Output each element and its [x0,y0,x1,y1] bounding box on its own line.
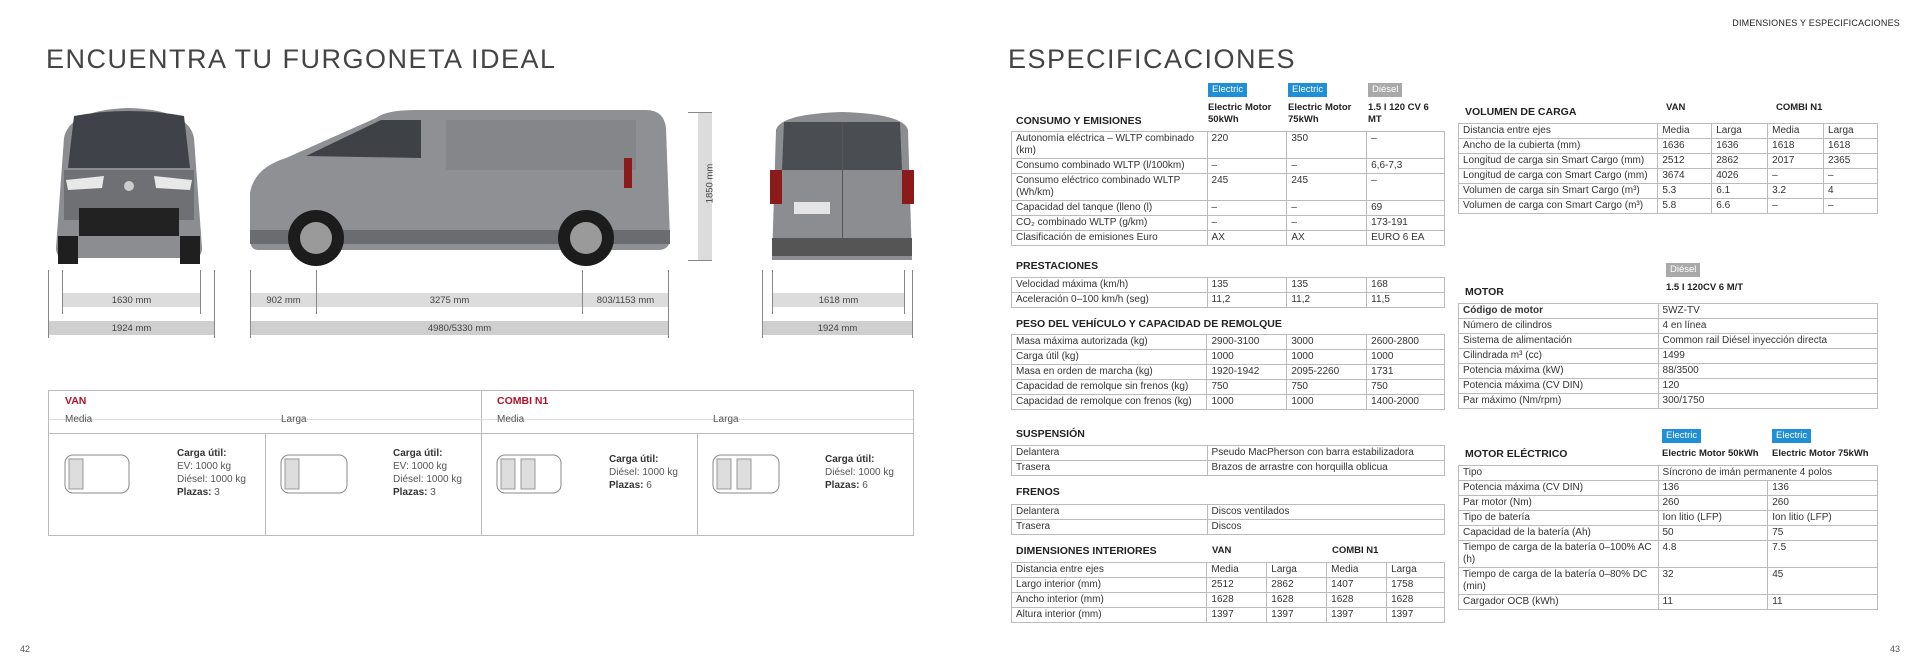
cargo-spec-combi-larga: Carga útil: Diésel: 1000 kg Plazas: 6 [825,454,894,491]
dim-front-track: 1630 mm [63,293,200,307]
badge-electric: Electric [1288,83,1327,97]
table-peso [1011,334,1445,410]
table-row: Autonomía eléctrica – WLTP combinado (km) 220 350 – [1012,132,1445,159]
section-suspension: SUSPENSIÓN [1016,428,1085,440]
badge-electric: Electric [1662,429,1701,443]
col-head-75kwh: Electric Motor 75kWh [1288,102,1352,125]
dim-rear-width: 1924 mm [763,321,912,335]
col-head-combi: COMBI N1 [1332,545,1379,556]
cargo-size-label: Media [497,414,525,425]
cargo-combi-title: COMBI N1 [497,395,549,407]
cargo-spec-van-media: Carga útil: EV: 1000 kg Diésel: 1000 kg Plazas: 3 [177,448,246,498]
page-title-right: ESPECIFICACIONES [1008,44,1297,74]
dim-front-width: 1924 mm [49,321,214,335]
dim-length: 4980/5330 mm [251,321,668,335]
col-head-diesel: 1.5 l 120 CV 6 MT [1368,102,1429,125]
table-row: Longitud de carga con Smart Cargo (mm) 3674 4026 – – [1459,169,1878,184]
section-header: DIMENSIONES Y ESPECIFICACIONES [1732,18,1900,28]
table-consumo [1011,131,1445,246]
table-row: Aceleración 0–100 km/h (seg) 11,2 11,2 11,5 [1012,293,1445,308]
cargo-van-title: VAN [65,395,87,407]
section-frenos: FRENOS [1016,486,1060,498]
table-row: Masa en orden de marcha (kg) 1920-1942 2095-2260 1731 [1012,365,1445,380]
dim-rear-track: 1618 mm [773,293,904,307]
table-row: Sistema de alimentación Common rail Diésel inyección directa [1459,334,1878,349]
col-head-combi: COMBI N1 [1776,102,1823,113]
van-front-view [44,98,214,268]
table-row: Longitud de carga sin Smart Cargo (mm) 2512 2862 2017 2365 [1459,154,1878,169]
section-volumen: VOLUMEN DE CARGA [1465,106,1577,118]
table-row: Tiempo de carga de la batería 0–100% AC (h) 4.8 7.5 [1459,541,1878,568]
table-row: Trasera Brazos de arrastre con horquilla oblicua [1012,461,1445,476]
table-row: Clasificación de emisiones Euro AX AX EURO 6 EA [1012,231,1445,246]
table-row: Tipo Síncrono de imán permanente 4 polos [1459,466,1878,481]
dim-height: 1850 mm [704,163,716,204]
table-row: Delantera Discos ventilados [1012,505,1445,520]
col-head-50kwh: Electric Motor 50kWh [1208,102,1272,125]
col-head-50kwh: Electric Motor 50kWh [1662,448,1759,459]
cargo-size-label: Larga [281,414,307,425]
table-row: Potencia máxima (CV DIN) 120 [1459,379,1878,394]
page-number-right: 43 [1889,644,1900,654]
cargo-spec-van-larga: Carga útil: EV: 1000 kg Diésel: 1000 kg Plazas: 3 [393,448,462,498]
table-row: Par motor (Nm) 260 260 [1459,496,1878,511]
van-rear-view [762,110,922,270]
table-motor [1458,303,1878,409]
table-row: Distancia entre ejes Media Larga Media Larga [1459,124,1878,139]
col-head-motor: 1.5 l 120CV 6 M/T [1666,282,1744,293]
table-row: Masa máxima autorizada (kg) 2900-3100 3000 2600-2800 [1012,335,1445,350]
table-row: Consumo combinado WLTP (l/100km) – – 6,6-7,3 [1012,159,1445,174]
van-side-view [246,98,676,268]
table-motor-electrico [1458,465,1878,610]
van-topview-illustration [711,451,781,497]
table-row: Tipo de batería Ion litio (LFP) Ion litio (LFP) [1459,511,1878,526]
section-motor: MOTOR [1465,286,1504,298]
van-topview-illustration [495,451,565,497]
van-topview-illustration [279,451,349,497]
col-head-van: VAN [1666,102,1686,113]
section-consumo: CONSUMO Y EMISIONES [1016,115,1142,127]
table-row: CO₂ combinado WLTP (g/km) – – 173-191 [1012,216,1445,231]
table-row: Cilindrada m³ (cc) 1499 [1459,349,1878,364]
table-prestaciones [1011,277,1445,308]
col-head-van: VAN [1212,545,1232,556]
table-dim-interiores [1011,562,1445,623]
section-dim-interiores: DIMENSIONES INTERIORES [1016,545,1157,557]
table-row: Número de cilindros 4 en línea [1459,319,1878,334]
cargo-size-label: Larga [713,414,739,425]
table-row: Capacidad de remolque sin frenos (kg) 750 750 750 [1012,380,1445,395]
table-row: Capacidad de la batería (Ah) 50 75 [1459,526,1878,541]
table-frenos [1011,504,1445,535]
col-head-75kwh: Electric Motor 75kWh [1772,448,1869,459]
table-row: Potencia máxima (kW) 88/3500 [1459,364,1878,379]
table-row: Altura interior (mm) 1397 1397 1397 1397 [1012,608,1445,623]
table-row: Delantera Pseudo MacPherson con barra estabilizadora [1012,446,1445,461]
cargo-options-box [48,390,914,536]
dim-front-overhang: 902 mm [251,293,316,307]
badge-diesel: Diésel [1368,83,1402,97]
van-topview-illustration [63,451,133,497]
page-title-left: ENCUENTRA TU FURGONETA IDEAL [46,44,557,74]
table-volumen [1458,123,1878,214]
table-row: Capacidad de remolque con frenos (kg) 1000 1000 1400-2000 [1012,395,1445,410]
table-suspension [1011,445,1445,476]
section-peso: PESO DEL VEHÍCULO Y CAPACIDAD DE REMOLQUE [1016,318,1282,330]
badge-electric: Electric [1208,83,1247,97]
cargo-size-label: Media [65,414,93,425]
dim-rear-overhang: 803/1153 mm [583,293,668,307]
page-number-left: 42 [20,644,31,654]
table-row: Ancho de la cubierta (mm) 1636 1636 1618 1618 [1459,139,1878,154]
table-row: Ancho interior (mm) 1628 1628 1628 1628 [1012,593,1445,608]
table-row: Par máximo (Nm/rpm) 300/1750 [1459,394,1878,409]
table-row: Capacidad del tanque (lleno (l) – – 69 [1012,201,1445,216]
table-row: Largo interior (mm) 2512 2862 1407 1758 [1012,578,1445,593]
section-prestaciones: PRESTACIONES [1016,260,1099,272]
table-row: Velocidad máxima (km/h) 135 135 168 [1012,278,1445,293]
table-row: Consumo eléctrico combinado WLTP (Wh/km) 245 245 – [1012,174,1445,201]
cargo-spec-combi-media: Carga útil: Diésel: 1000 kg Plazas: 6 [609,454,678,491]
table-row: Carga útil (kg) 1000 1000 1000 [1012,350,1445,365]
table-row: Potencia máxima (CV DIN) 136 136 [1459,481,1878,496]
table-row: Distancia entre ejes Media Larga Media Larga [1012,563,1445,578]
dim-wheelbase: 3275 mm [317,293,582,307]
table-row: Tiempo de carga de la batería 0–80% DC (min) 32 45 [1459,568,1878,595]
table-row: Volumen de carga sin Smart Cargo (m³) 5.3 6.1 3.2 4 [1459,184,1878,199]
table-row: Código de motor 5WZ-TV [1459,304,1878,319]
badge-electric: Electric [1772,429,1811,443]
badge-diesel: Diésel [1666,263,1700,277]
table-row: Trasera Discos [1012,520,1445,535]
table-row: Cargador OCB (kWh) 11 11 [1459,595,1878,610]
table-row: Volumen de carga con Smart Cargo (m³) 5.8 6.6 – – [1459,199,1878,214]
section-motor-electrico: MOTOR ELÉCTRICO [1465,448,1568,460]
